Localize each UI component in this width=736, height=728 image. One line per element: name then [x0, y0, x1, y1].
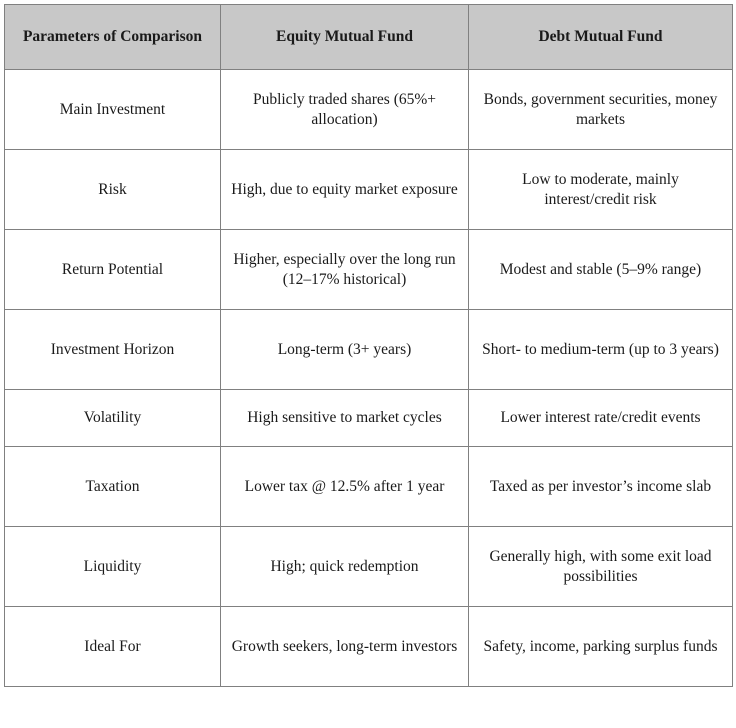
header-row: [5, 5, 733, 70]
cell-parameter: Liquidity: [5, 527, 221, 607]
column-header-parameters: Parameters of Comparison: [5, 5, 221, 70]
table-header: [5, 5, 733, 70]
table-row: [5, 150, 733, 230]
cell-parameter: Return Potential: [5, 230, 221, 310]
cell-parameter: Taxation: [5, 447, 221, 527]
cell-debt: Short- to medium-term (up to 3 years): [469, 310, 733, 390]
column-header-equity: Equity Mutual Fund: [221, 5, 469, 70]
cell-debt: Low to moderate, mainly interest/credit risk: [469, 150, 733, 230]
table-body: [5, 70, 733, 687]
cell-equity: High sensitive to market cycles: [221, 390, 469, 447]
cell-parameter: Investment Horizon: [5, 310, 221, 390]
cell-equity: Growth seekers, long-term investors: [221, 607, 469, 687]
table-row: [5, 527, 733, 607]
table-row: [5, 447, 733, 527]
cell-debt: Generally high, with some exit load possibilities: [469, 527, 733, 607]
cell-equity: Long-term (3+ years): [221, 310, 469, 390]
cell-equity: High, due to equity market exposure: [221, 150, 469, 230]
cell-equity: High; quick redemption: [221, 527, 469, 607]
cell-debt: Bonds, government securities, money markets: [469, 70, 733, 150]
cell-debt: Lower interest rate/credit events: [469, 390, 733, 447]
cell-equity: Lower tax @ 12.5% after 1 year: [221, 447, 469, 527]
cell-debt: Taxed as per investor’s income slab: [469, 447, 733, 527]
cell-parameter: Volatility: [5, 390, 221, 447]
cell-equity: Higher, especially over the long run (12–17% historical): [221, 230, 469, 310]
cell-parameter: Ideal For: [5, 607, 221, 687]
cell-debt: Safety, income, parking surplus funds: [469, 607, 733, 687]
cell-equity: Publicly traded shares (65%+ allocation): [221, 70, 469, 150]
cell-parameter: Main Investment: [5, 70, 221, 150]
column-header-debt: Debt Mutual Fund: [469, 5, 733, 70]
table-row: [5, 390, 733, 447]
table-row: [5, 607, 733, 687]
cell-parameter: Risk: [5, 150, 221, 230]
table-row: [5, 230, 733, 310]
table-row: [5, 70, 733, 150]
table-row: [5, 310, 733, 390]
comparison-table: [4, 4, 733, 687]
cell-debt: Modest and stable (5–9% range): [469, 230, 733, 310]
